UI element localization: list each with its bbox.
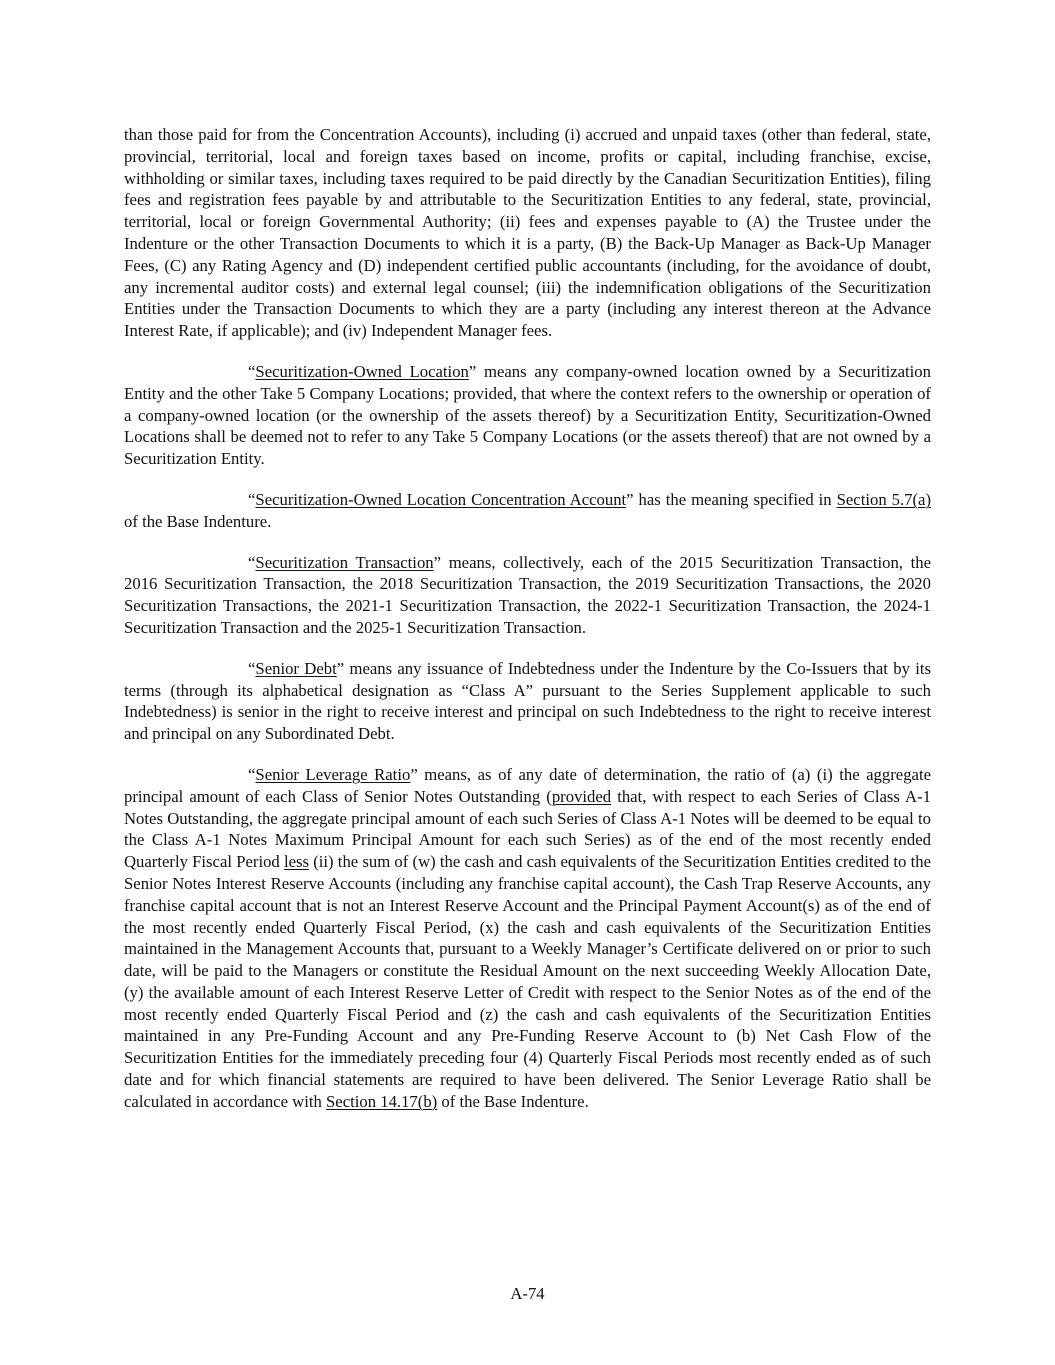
defined-term: Securitization Transaction — [255, 552, 434, 572]
defined-term: Senior Leverage Ratio — [255, 764, 411, 784]
text-run: of the Base Indenture. — [124, 511, 272, 531]
text-run: “ — [248, 658, 256, 678]
text-run: (ii) the sum of (w) the cash and cash equivalents of the Securitization Entities credited to the Senior Notes Interest Reserve Accounts (including any franchise capital account), the Cash Trap Reserve Accounts, any franchise capital account that is not an Interest Reserve Account and the Principal Payment Account(s) as of the end of the most recently ended Quarterly Fiscal Period, (x) the cash and cash equivalents of the Securitization Entities maintained in the Management Accounts that, pursuant to a Weekly Manager’s Certificate delivered on or prior to such date, will be paid to the Managers or constitute the Residual Amount on the next succeeding Weekly Allocation Date, (y) the available amount of each Interest Reserve Letter of Credit with respect to the Senior Notes as of the end of the most recently ended Quarterly Fiscal Period and (z) the cash and cash equivalents of the Securitization Entities maintained in any Pre-Funding Account and any Pre-Funding Reserve Account to (b) Net Cash Flow of the Securitization Entities for the immediately preceding four (4) Quarterly Fiscal Periods most recently ended as of such date and for which financial statements are required to have been delivered. The Senior Leverage Ratio shall be calculated in accordance with — [124, 852, 931, 1111]
emphasized-term: less — [283, 852, 310, 872]
text-run: ” means any issuance of Indebtedness under the Indenture by the Co-Issuers that by its terms (through its alphabetical designation as “Class A” pursuant to the Series Supplement applicable to such Indebtedness) is senior in the right to receive interest and principal on such Indebtedness to the right to receive interest and principal on any Subordinated Debt. — [124, 658, 932, 744]
definition-senior-leverage-ratio — [124, 764, 931, 1113]
document-body — [124, 124, 931, 1132]
defined-term: Securitization-Owned Location Concentration Account — [255, 489, 627, 509]
paragraph-other-expenses — [124, 124, 931, 342]
definition-securitization-owned-location — [124, 361, 931, 470]
section-reference: Section 5.7(a) — [836, 489, 931, 509]
defined-term: Securitization-Owned Location — [255, 361, 469, 381]
section-reference: Section 14.17(b) — [326, 1091, 438, 1111]
text-run: than those paid for from the Concentration Accounts), including (i) accrued and unpaid taxes (other than federal, state, provincial, territorial, local and foreign taxes based on income, profits or capital, including franchise, excise, withholding or similar taxes, including taxes required to be paid directly by the Canadian Securitization Entities), filing fees and registration fees payable by and attributable to the Securitization Entities to any federal, state, provincial, territorial, local or foreign Governmental Authority; (ii) fees and expenses payable to (A) the Trustee under the Indenture or the other Transaction Documents to which it is a party, (B) the Back-Up Manager as Back-Up Manager Fees, (C) any Rating Agency and (D) independent certified public accountants (including, for the avoidance of doubt, any incremental auditor costs) and external legal counsel; (iii) the indemnification obligations of the Securitization Entities under the Transaction Documents to which they are a party (including any interest thereon at the Advance Interest Rate, if applicable); and (iv) Independent Manager fees. — [124, 125, 931, 341]
text-run: ” has the meaning specified in — [626, 489, 837, 509]
text-run: ” means any company-owned location owned by a Securitization Entity and the other Take 5 Company Locations; provided, that where the context refers to the ownership or operation of a company-owned location (or the ownership of the assets thereof) by a Securitization Entity, Securitization-Owned Locations shall be deemed not to refer to any Take 5 Company Locations (or the assets thereof) that are not owned by a Securitization Entity. — [124, 361, 931, 469]
defined-term: Senior Debt — [255, 658, 337, 678]
text-run: ” means, collectively, each of the 2015 Securitization Transaction, the 2016 Securitization Transaction, the 2018 Securitization Transaction, the 2019 Securitization Transactions, the 2020 Securitization Transactions, the 2021-1 Securitization Transaction, the 2022-1 Securitization Transaction, the 2024-1 Securitization Transaction and the 2025-1 Securitization Transaction. — [124, 552, 931, 637]
definition-senior-debt — [124, 658, 931, 745]
text-run: that, with respect to each Series of Class A-1 Notes Outstanding, the aggregate principal amount of each such Series of Class A-1 Notes will be deemed to be equal to the Class A-1 Notes Maximum Principal Amount for each such Series) as of the end of the most recently ended Quarterly Fiscal Period — [124, 786, 931, 872]
text-run: of the Base Indenture. — [437, 1091, 589, 1111]
emphasized-term: provided — [551, 786, 612, 806]
page-number: A-74 — [510, 1284, 545, 1303]
text-run: “ — [248, 552, 256, 572]
text-run: ” means, as of any date of determination, the ratio of (a) (i) the aggregate principal amount of each Class of Senior Notes Outstanding ( — [124, 764, 931, 806]
definition-securitization-owned-location-concentration-account — [124, 489, 931, 533]
text-run: “ — [248, 361, 256, 381]
text-run: “ — [248, 489, 256, 509]
text-run: “ — [248, 764, 256, 784]
definition-securitization-transaction — [124, 552, 931, 639]
